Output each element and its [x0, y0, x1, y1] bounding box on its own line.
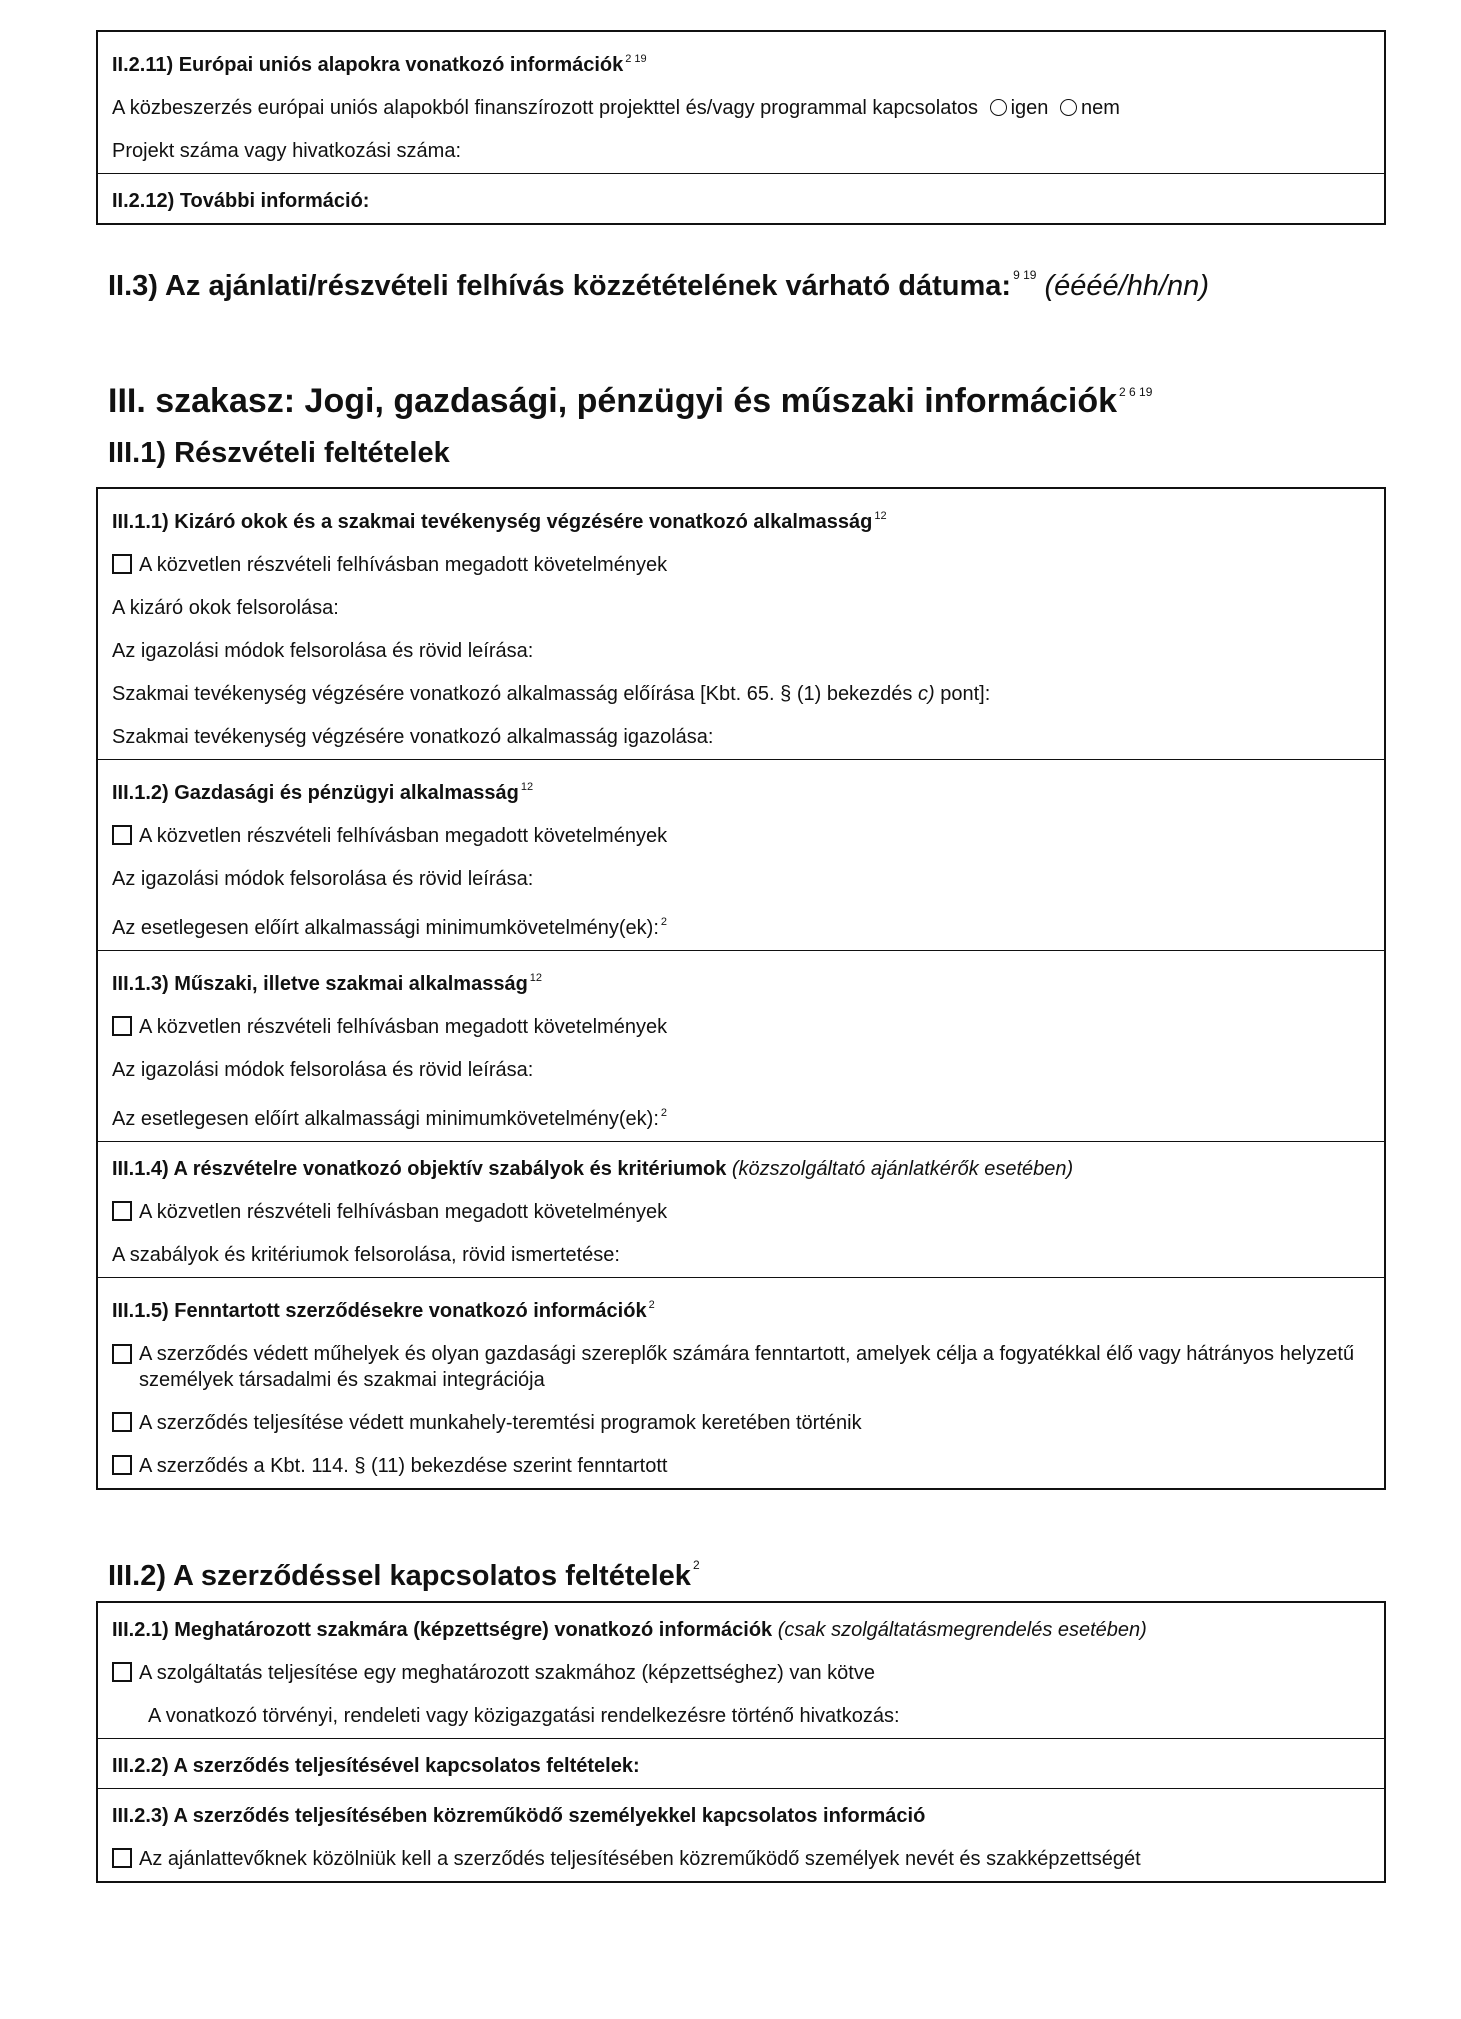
section-iii-2-3 [98, 1788, 1384, 1881]
profession-checkbox-row[interactable]: A szolgáltatás teljesítése egy meghatározott szakmához (képzettséghez) van kötve [112, 1652, 1370, 1695]
section-iii-2-2 [98, 1738, 1384, 1788]
sheltered-workshops-checkbox-row[interactable]: A szerződés védett műhelyek és olyan gazdasági szereplők számára fenntartott, amelyek célja a fogyatékkal élő vagy hátrányos helyzetű személyek társadalmi és szakmai integrációja [112, 1333, 1370, 1402]
section-title: III.1.1) Kizáró okok és a szakmai tevékenység végzésére vonatkozó alkalmasság $^{12}$ [112, 510, 887, 533]
section-title: III.1.3) Műszaki, illetve szakmai alkalmasság $^{12}$ [112, 972, 543, 995]
section-title: II.2.11) Európai uniós alapokra vonatkozó információk $^{2 19}$ [112, 53, 647, 76]
section-iii-1-5 [98, 1277, 1384, 1488]
requirements-checkbox-row[interactable]: A közvetlen részvételi felhívásban megadott követelmények [112, 544, 1370, 587]
reserved-contract-checkbox-row[interactable]: A szerződés a Kbt. 114. § (11) bekezdése szerint fenntartott [112, 1445, 1370, 1488]
section-ii-2-11 [98, 32, 1384, 173]
section-iii-1-4 [98, 1141, 1384, 1277]
publication-date-heading: II.3) Az ajánlati/részvételi felhívás közzétételének várható dátuma: $^{9 19}$ (éééé/hh/nn) [108, 268, 1209, 302]
rules-criteria-field[interactable]: A szabályok és kritériumok felsorolása, rövid ismertetése: [112, 1244, 620, 1266]
verification-methods-field[interactable]: Az igazolási módok felsorolása és rövid leírása: [112, 868, 534, 890]
checkbox[interactable] [112, 554, 132, 574]
minimum-requirements-field[interactable]: Az esetlegesen előírt alkalmassági minimumkövetelmény(ek): $^2$ [112, 916, 668, 939]
checkbox[interactable] [112, 1344, 132, 1364]
suitability-requirement-field[interactable]: Szakmai tevékenység végzésére vonatkozó alkalmasság előírása [Kbt. 65. § (1) bekezdés c) pont]: [112, 683, 991, 705]
section-iii-1-1 [98, 489, 1384, 759]
section-title: III.2.1) Meghatározott szakmára (képzettségre) vonatkozó információk (csak szolgáltatásmegrendelés esetében) [112, 1619, 1147, 1641]
contract-conditions-box [96, 1601, 1386, 1883]
verification-methods-field[interactable]: Az igazolási módok felsorolása és rövid leírása: [112, 1059, 534, 1081]
verification-methods-field[interactable]: Az igazolási módok felsorolása és rövid leírása: [112, 640, 534, 662]
requirements-checkbox-row[interactable]: A közvetlen részvételi felhívásban megadott követelmények [112, 1191, 1370, 1234]
checkbox[interactable] [112, 1455, 132, 1475]
section-ii-2-12 [98, 173, 1384, 223]
date-format[interactable]: (éééé/hh/nn) [1044, 270, 1209, 302]
section-iii-2-1 [98, 1603, 1384, 1738]
suitability-proof-field[interactable]: Szakmai tevékenység végzésére vonatkozó alkalmasság igazolása: [112, 726, 714, 748]
participation-conditions-heading: III.1) Részvételi feltételek [108, 437, 450, 469]
section-title: III.1.5) Fenntartott szerződésekre vonatkozó információk $^2$ [112, 1299, 655, 1322]
section-iii-1-2 [98, 759, 1384, 950]
section-title: II.2.12) További információ: [112, 190, 370, 212]
checkbox[interactable] [112, 1412, 132, 1432]
eu-funds-box [96, 30, 1386, 225]
sheltered-employment-checkbox-row[interactable]: A szerződés teljesítése védett munkahely-teremtési programok keretében történik [112, 1402, 1370, 1445]
project-number-field[interactable]: Projekt száma vagy hivatkozási száma: [112, 140, 462, 162]
checkbox[interactable] [112, 1201, 132, 1221]
requirements-checkbox-row[interactable]: A közvetlen részvételi felhívásban megadott követelmények [112, 815, 1370, 858]
section-iii-1-3 [98, 950, 1384, 1141]
checkbox[interactable] [112, 1016, 132, 1036]
no-label: nem [1080, 97, 1120, 119]
section-iii-heading: III. szakasz: Jogi, gazdasági, pénzügyi és műszaki információk $^{2 6 19}$ [108, 382, 1153, 420]
section-title: III.1.4) A részvételre vonatkozó objektív szabályok és kritériumok (közszolgáltató ajánlatkérők esetében) [112, 1158, 1074, 1180]
requirements-checkbox-row[interactable]: A közvetlen részvételi felhívásban megadott követelmények [112, 1006, 1370, 1049]
section-title: III.2.2) A szerződés teljesítésével kapcsolatos feltételek: [112, 1755, 640, 1777]
checkbox[interactable] [112, 1662, 132, 1682]
legal-reference-field[interactable]: A vonatkozó törvényi, rendeleti vagy közigazgatási rendelkezésre történő hivatkozás: [148, 1705, 900, 1727]
no-radio[interactable] [1060, 99, 1077, 116]
eu-funds-question: A közbeszerzés európai uniós alapokból finanszírozott projekttel és/vagy programmal kapcsolatos igen nem [112, 97, 1120, 119]
section-title: III.2.3) A szerződés teljesítésében közreműködő személyekkel kapcsolatos információ [112, 1805, 926, 1827]
checkbox[interactable] [112, 825, 132, 845]
participation-conditions-box [96, 487, 1386, 1490]
yes-label: igen [1010, 97, 1049, 119]
checkbox[interactable] [112, 1848, 132, 1868]
yes-radio[interactable] [990, 99, 1007, 116]
contract-conditions-heading: III.2) A szerződéssel kapcsolatos feltételek $^2$ [108, 1558, 700, 1592]
exclusion-grounds-field[interactable]: A kizáró okok felsorolása: [112, 597, 339, 619]
minimum-requirements-field[interactable]: Az esetlegesen előírt alkalmassági minimumkövetelmény(ek): $^2$ [112, 1107, 668, 1130]
section-title: III.1.2) Gazdasági és pénzügyi alkalmasság $^{12}$ [112, 781, 534, 804]
staff-names-checkbox-row[interactable]: Az ajánlattevőknek közölniük kell a szerződés teljesítésében közreműködő személyek nevét és szakképzettségét [112, 1838, 1370, 1881]
